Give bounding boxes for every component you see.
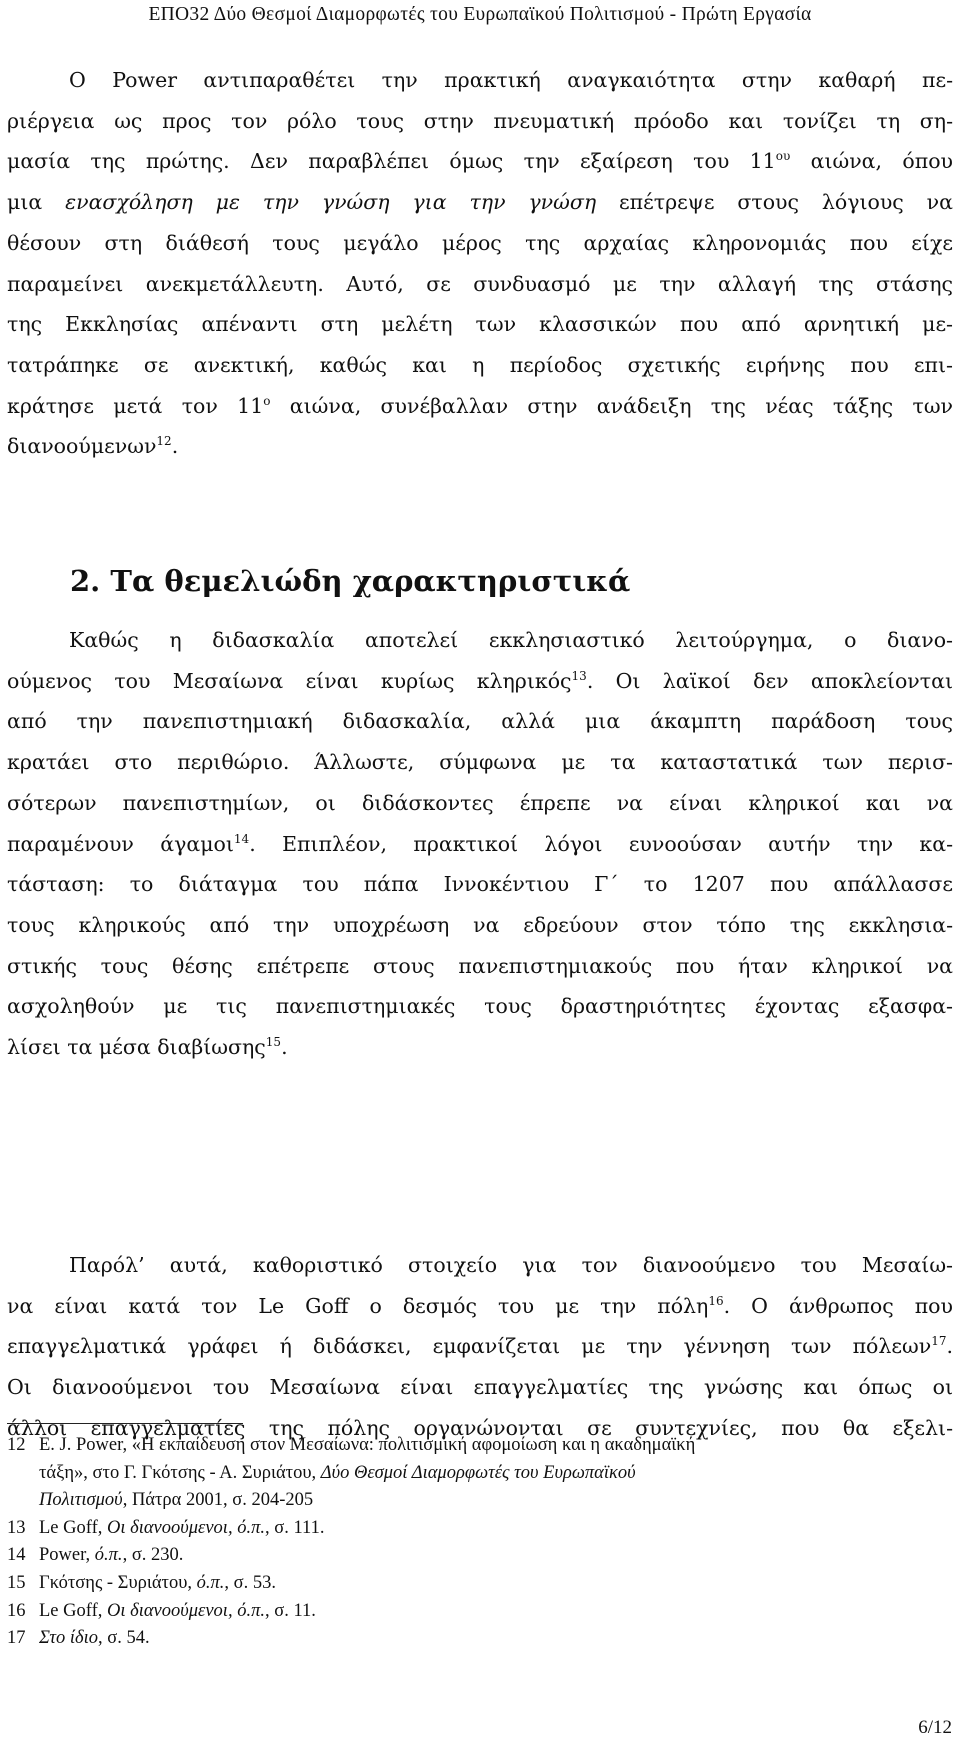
- text-line: της Εκκλησίας απέναντι στη μελέτη των κλασσικών που από αρνητική με-: [7, 312, 953, 337]
- footnote-13: [7, 1515, 953, 1543]
- emphasis-text: Οι διανοούμενοι, ό.π.: [106, 1517, 265, 1538]
- superscript: ο: [263, 393, 271, 408]
- footnote-15: [7, 1570, 953, 1598]
- text-span: κράτησε μετά τον 11: [7, 393, 264, 418]
- footnote-ref-15[interactable]: 15: [265, 1035, 282, 1050]
- footnote-number: 16: [7, 1600, 26, 1621]
- text-line: [7, 661, 953, 702]
- footnote-number: 14: [7, 1545, 26, 1566]
- text-span: μασία της πρώτης. Δεν παραβλέπει όμως την εξαίρεση του 11: [7, 149, 776, 174]
- text-line: [7, 1326, 953, 1367]
- footnote-text: [39, 1432, 953, 1515]
- footnote-number: 12: [7, 1435, 26, 1455]
- emphasis-text: ό.π.: [94, 1545, 123, 1566]
- text-line: [7, 1286, 953, 1327]
- text-span: διανοούμενων: [7, 434, 157, 459]
- superscript: ου: [775, 149, 791, 164]
- text-span: Γκότσης - Συριάτου,: [39, 1572, 197, 1593]
- footnote-text: [39, 1598, 953, 1626]
- footnote-number: 13: [7, 1517, 26, 1538]
- footnote-text: [39, 1570, 953, 1598]
- footnote-ref-16[interactable]: 16: [708, 1293, 724, 1308]
- text-span: , σ. 11.: [264, 1600, 316, 1621]
- text-span: . Οι λαϊκοί δεν αποκλείονται: [586, 668, 953, 693]
- text-span: , σ. 53.: [224, 1572, 276, 1593]
- text-line: από την πανεπιστημιακή διδασκαλία, αλλά μια άκαμπτη παράδοση τους: [7, 709, 953, 734]
- text-span: αιώνα, συνέβαλλαν στην ανάδειξη της νέας τάξης των: [270, 393, 953, 418]
- text-line: [7, 182, 953, 223]
- text-span: μια: [7, 190, 66, 215]
- footnote-number: 15: [7, 1572, 26, 1593]
- footnote-line: E. J. Power, «Η εκπαίδευση στον Μεσαίωνα: πολιτισμική αφομοίωση και η ακαδημαϊκή: [39, 1435, 696, 1455]
- text-line: τους κληρικούς από την υποχρέωση να εδρεύουν στον τόπο της εκκλησια-: [7, 912, 953, 937]
- text-span: , σ. 230.: [122, 1545, 184, 1566]
- text-span: Power,: [39, 1545, 95, 1566]
- text-span: επαγγελματικά γράφει ή διδάσκει, εμφανίζεται με την γέννηση των πόλεων: [7, 1334, 932, 1359]
- footnote-ref-14[interactable]: 14: [233, 831, 250, 846]
- text-line: Ο Power αντιπαραθέτει την πρακτική αναγκαιότητα στην καθαρή πε-: [69, 68, 953, 92]
- footnote-number: 17: [7, 1628, 26, 1649]
- footnote-line: [39, 1460, 953, 1488]
- text-span: ούμενος του Μεσαίωνα είναι κυρίως κληρικός: [7, 668, 572, 693]
- text-line: [7, 824, 953, 865]
- text-line: στικής τους θέσης επέτρεπε στους πανεπιστημιακούς που ήταν κληρικοί να: [7, 953, 953, 978]
- footnotes: [7, 1432, 953, 1653]
- text-line: [7, 426, 953, 467]
- footnote-ref-12[interactable]: 12: [156, 434, 172, 449]
- text-span: Le Goff,: [39, 1517, 107, 1538]
- text-line: [7, 1027, 953, 1068]
- text-span: παραμένουν άγαμοι: [7, 831, 234, 856]
- footnote-14: [7, 1542, 953, 1570]
- text-line: Καθώς η διδασκαλία αποτελεί εκκλησιαστικό λειτούργημα, ο διανο-: [69, 628, 953, 652]
- footnote-16: [7, 1598, 953, 1626]
- text-line: Οι διανοούμενοι του Μεσαίωνα είναι επαγγελματίες της γνώσης και όπως οι: [7, 1375, 953, 1400]
- text-span: να είναι κατά τον Le Goff ο δεσμός του με την πόλη: [7, 1293, 709, 1318]
- footnote-text: [39, 1542, 953, 1570]
- text-span: Le Goff,: [39, 1600, 107, 1621]
- text-line: τατράπηκε σε ανεκτική, καθώς και η περίοδος σχετικής ειρήνης που επι-: [7, 352, 953, 377]
- footnote-ref-13[interactable]: 13: [571, 668, 587, 683]
- emphasis-text: Δύο Θεσμοί Διαμορφωτές του Ευρωπαϊκού: [320, 1462, 636, 1483]
- emphasis-text: ό.π.: [196, 1572, 225, 1593]
- footnote-separator: [7, 1423, 243, 1424]
- text-span: .: [171, 434, 179, 459]
- text-line: [7, 141, 953, 182]
- text-line: ριέργεια ως προς τον ρόλο τους στην πνευματική πρόοδο και τονίζει τη ση-: [7, 108, 953, 133]
- text-line: κρατάει στο περιθώριο. Άλλωστε, σύμφωνα με τα καταστατικά των περισ-: [7, 750, 953, 775]
- section-heading: 2. Τα θεμελιώδη χαρακτηριστικά: [70, 564, 631, 598]
- text-line: τάσταση: το διάταγμα του πάπα Ιννοκέντιου Γ΄ το 1207 που απάλλασσε: [7, 872, 953, 897]
- text-span: λίσει τα μέσα διαβίωσης: [7, 1035, 266, 1060]
- emphasis-text: ενασχόληση με την γνώση για την γνώση: [65, 190, 597, 215]
- page-number: 6/12: [918, 1717, 952, 1738]
- text-span: , Πάτρα 2001, σ. 204-205: [122, 1490, 314, 1511]
- text-line: θέσουν στη διάθεσή τους μεγάλο μέρος της αρχαίας κληρονομιάς που είχε: [7, 230, 953, 255]
- text-line: ασχοληθούν με τις πανεπιστημιακές τους δραστηριότητες έχοντας εξασφα-: [7, 994, 953, 1019]
- footnote-text: [39, 1515, 953, 1543]
- emphasis-text: Στο ίδιο: [39, 1628, 98, 1649]
- footnote-text: [39, 1625, 953, 1653]
- emphasis-text: Πολιτισμού: [39, 1490, 123, 1511]
- text-span: .: [946, 1334, 953, 1359]
- paragraph-2: [7, 620, 953, 1068]
- footnote-17: [7, 1625, 953, 1653]
- text-span: . Ο άνθρωπος που: [723, 1293, 953, 1318]
- text-line: άλλοι επαγγελματίες της πόλης οργανώνονται σε συντεχνίες, που θα εξελι-: [7, 1415, 953, 1440]
- running-header: ΕΠΟ32 Δύο Θεσμοί Διαμορφωτές του Ευρωπαϊκού Πολιτισμού - Πρώτη Εργασία: [148, 4, 812, 25]
- text-span: , σ. 54.: [98, 1628, 150, 1649]
- footnote-ref-17[interactable]: 17: [931, 1334, 947, 1349]
- paragraph-1: [7, 60, 953, 467]
- footnote-line: [39, 1487, 953, 1515]
- text-line: [7, 386, 953, 427]
- text-line: Παρόλ’ αυτά, καθοριστικό στοιχείο για τον διανοούμενο του Μεσαίω-: [69, 1253, 953, 1277]
- text-span: .: [281, 1035, 288, 1060]
- text-span: επέτρεψε στους λόγιους να: [596, 190, 953, 215]
- text-span: . Επιπλέον, πρακτικοί λόγοι ευνοούσαν αυτήν την κα-: [249, 831, 953, 856]
- text-line: παραμείνει ανεκμετάλλευτη. Αυτό, σε συνδυασμό με την αλλαγή της στάσης: [7, 271, 953, 296]
- text-span: αιώνα, όπου: [790, 149, 953, 174]
- footnote-12: [7, 1432, 953, 1515]
- text-span: τάξη», στο Γ. Γκότσης - Α. Συριάτου,: [39, 1462, 321, 1483]
- emphasis-text: Οι διανοούμενοι, ό.π.: [106, 1600, 265, 1621]
- text-line: σότερων πανεπιστημίων, οι διδάσκοντες έπρεπε να είναι κληρικοί και να: [7, 790, 953, 815]
- text-span: , σ. 111.: [264, 1517, 325, 1538]
- paragraph-3: [7, 1245, 953, 1449]
